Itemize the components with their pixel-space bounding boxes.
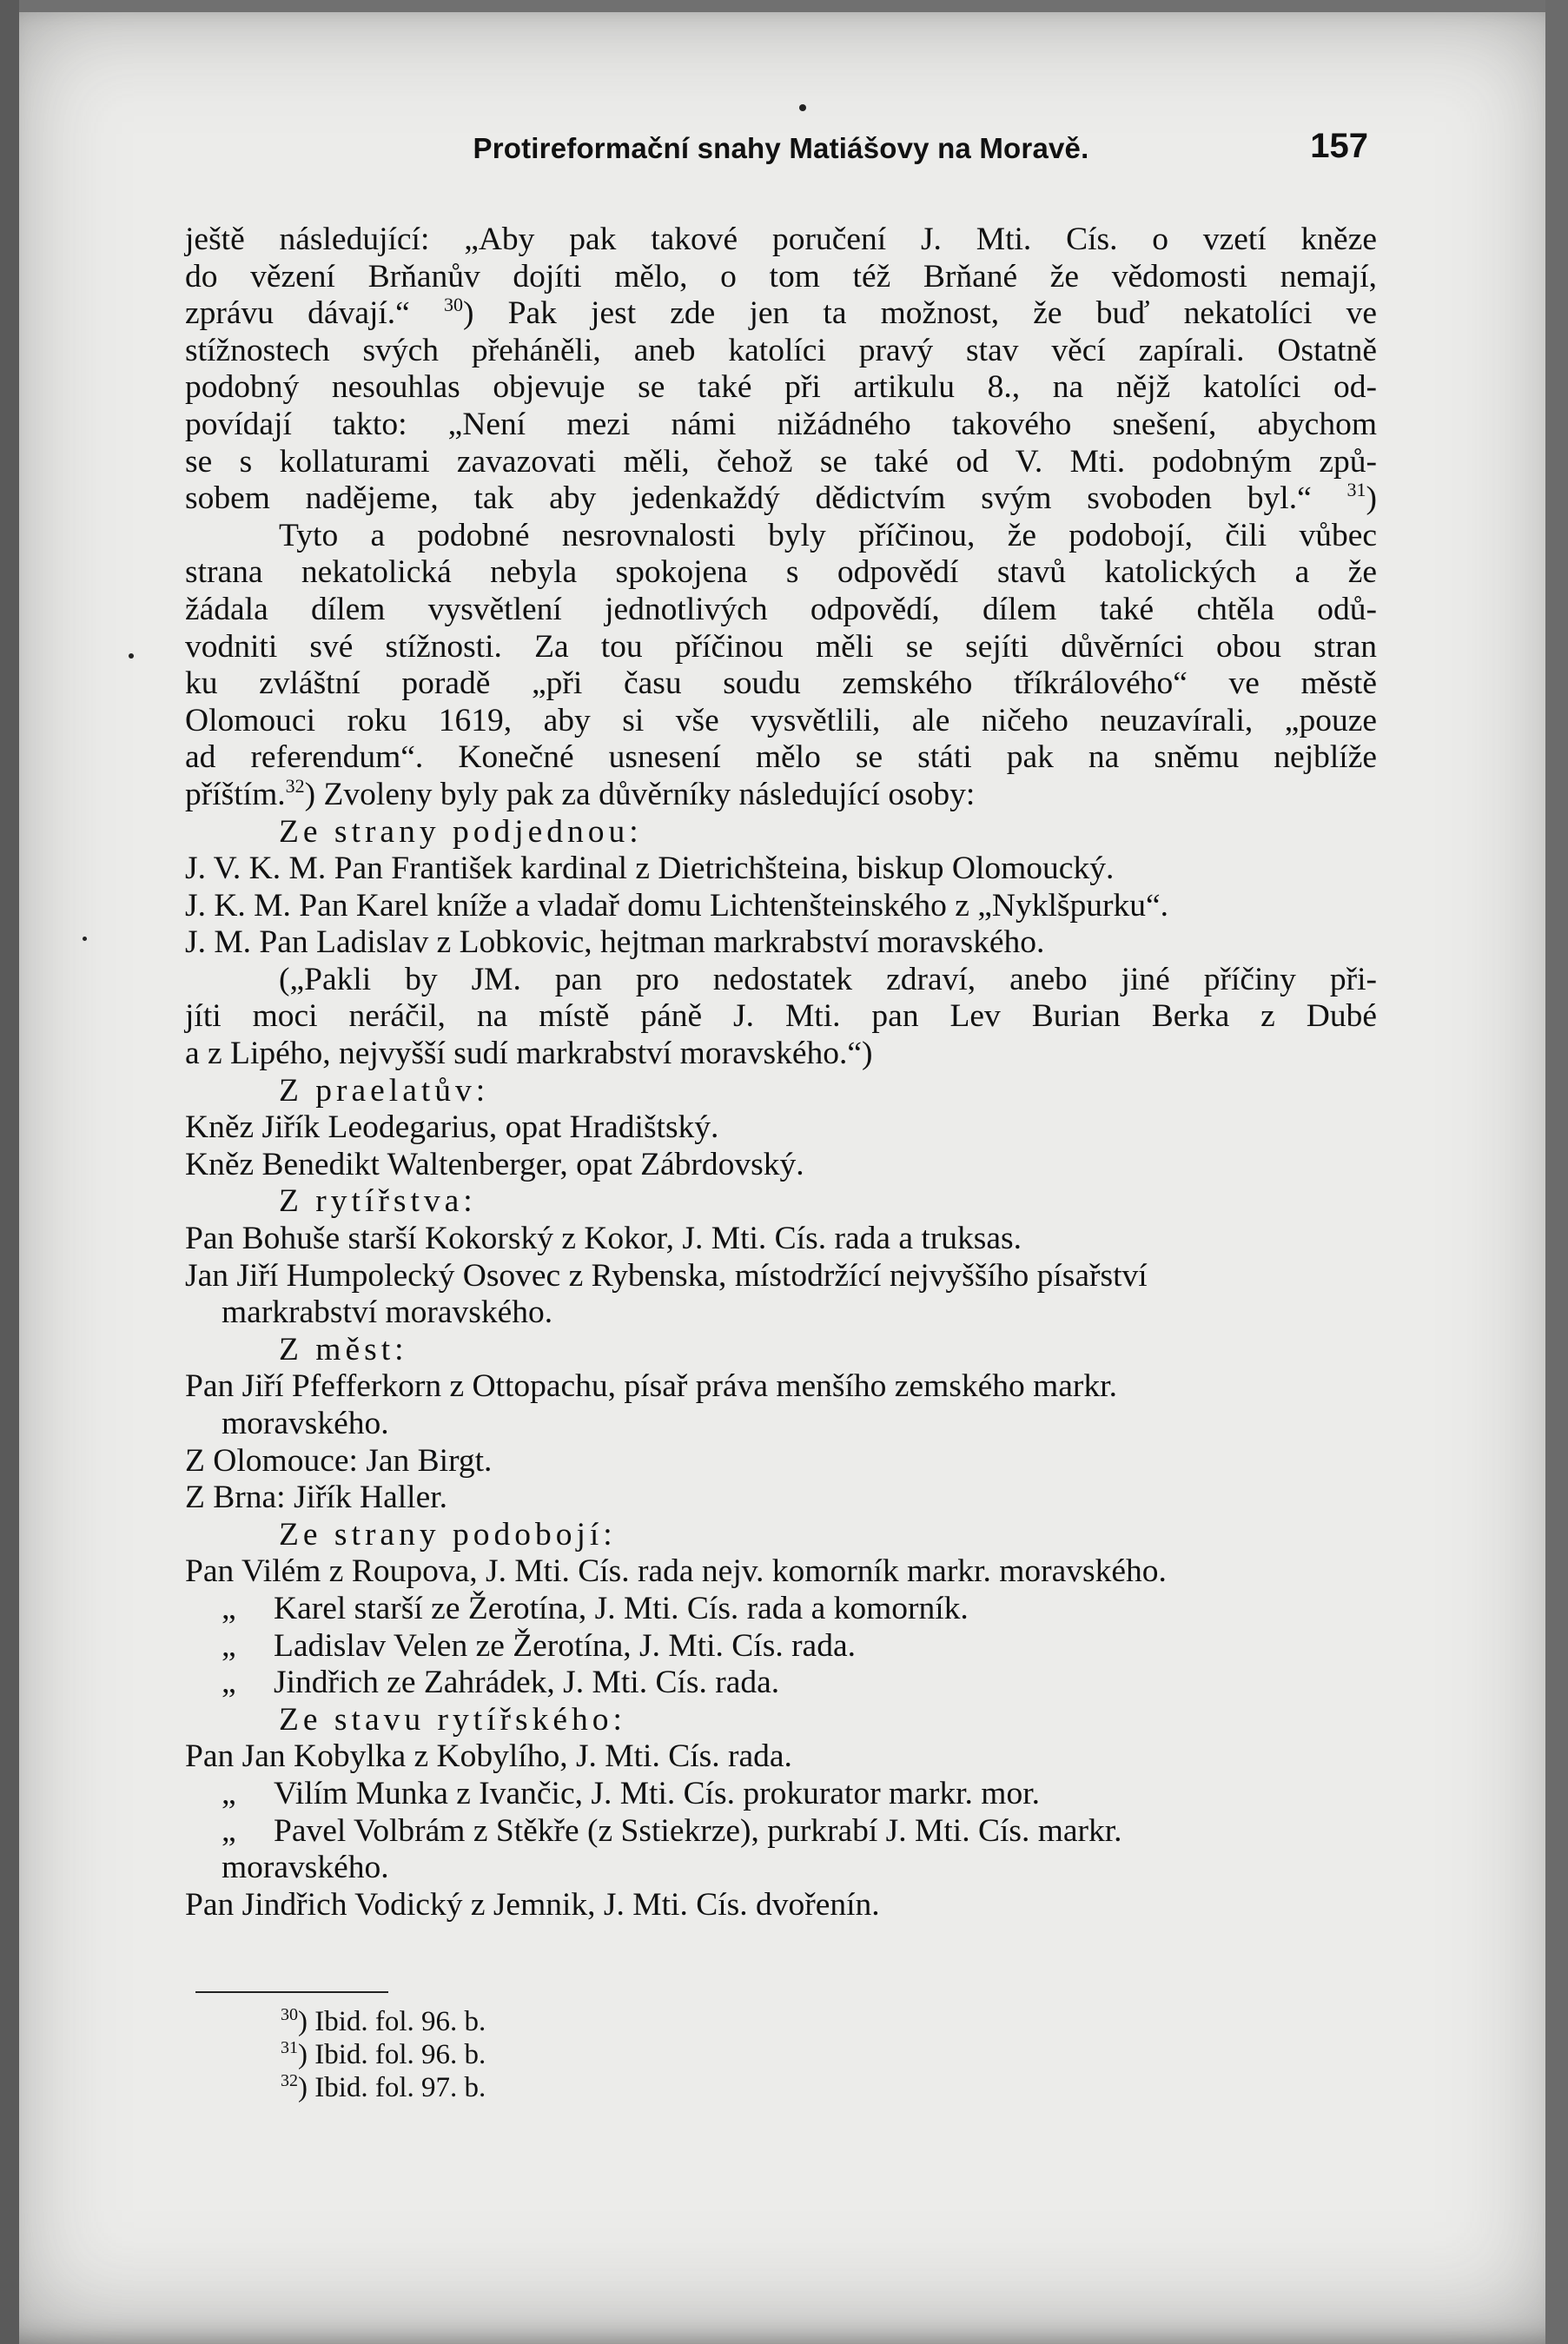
ditto-mark: „ — [222, 1590, 236, 1626]
section-heading: Z rytířstva: — [279, 1183, 477, 1220]
footnote-ref: 30 — [443, 294, 463, 316]
list-item: Pan Jindřich Vodický z Jemnik, J. Mti. Cís. dvořenín. — [185, 1886, 880, 1923]
text-line: zprávu dávají.“ $^{30}$) Pak jest zde jen ta možnost, že buď nekatolíci ve — [185, 294, 1377, 332]
footnote: $^{32}$) Ibid. fol. 97. b. — [281, 2071, 486, 2103]
scan-speck — [129, 653, 134, 659]
list-item: Pan Jiří Pfefferkorn z Ottopachu, písař práva menšího zemského markr. — [185, 1368, 1117, 1405]
list-item: Pan Jan Kobylka z Kobylího, J. Mti. Cís. rada. — [185, 1738, 792, 1775]
footnote: $^{30}$) Ibid. fol. 96. b. — [281, 2005, 486, 2037]
ditto-mark: „ — [222, 1627, 236, 1664]
section-heading: Z praelatův: — [279, 1072, 490, 1109]
text-line: Olomouci roku 1619, aby si vše vysvětlili, ale ničeho neuzavírali, „pouze — [185, 702, 1377, 738]
list-item: Jan Jiří Humpolecký Osovec z Rybenska, místodržící nejvyššího písařství — [185, 1257, 1148, 1294]
text-line: vodniti své stížnosti. Za tou příčinou měli se sejíti důvěrníci obou stran — [185, 628, 1377, 665]
footnote-ref: 32 — [285, 774, 305, 797]
list-item: J. K. M. Pan Karel kníže a vladař domu Lichtenšteinského z „Nyklšpurku“. — [185, 887, 1168, 924]
text-line: do vězení Brňanův dojíti mělo, o tom též Brňané že vědomosti nemají, — [185, 258, 1377, 295]
list-item: Z Olomouce: Jan Birgt. — [185, 1442, 493, 1479]
section-heading: Ze strany podobojí: — [279, 1516, 617, 1553]
list-item: „ Ladislav Velen ze Žerotína, J. Mti. Cís. rada. — [222, 1627, 856, 1664]
text-line: příštím.$^{32}$) Zvoleny byly pak za důvěrníky následující osoby: — [185, 774, 976, 812]
scan-right-edge — [1545, 0, 1568, 2344]
text-line: jíti moci neráčil, na místě páně J. Mti. pan Lev Burian Berka z Dubé — [185, 998, 1377, 1035]
list-item: „ Karel starší ze Žerotína, J. Mti. Cís. rada a komorník. — [222, 1590, 969, 1626]
footnote-rule — [195, 1991, 388, 1993]
section-heading: Ze stavu rytířského: — [279, 1701, 626, 1738]
text-line: stížnostech svých přeháněli, aneb katolíci pravý stav věcí zapírali. Ostatně — [185, 332, 1377, 368]
list-item-continuation: moravského. — [222, 1406, 389, 1441]
footnotes — [281, 2005, 486, 2104]
text-line: podobný nesouhlas objevuje se také při artikulu 8., na nějž katolíci od- — [185, 369, 1377, 406]
list-item: „ Pavel Volbrám z Stěkře (z Sstiekrze), purkrabí J. Mti. Cís. markr. — [222, 1812, 1122, 1849]
text-line: ještě následující: „Aby pak takové poručení J. Mti. Cís. o vzetí kněze — [185, 222, 1377, 257]
footnote-ref: 31 — [1346, 479, 1366, 501]
text-line: sobem nadějeme, tak aby jedenkaždý dědictvím svým svoboden byl.“ $^{31}$) — [185, 479, 1377, 517]
list-item: J. V. K. M. Pan František kardinal z Dietrichšteina, biskup Olomoucký. — [185, 851, 1115, 887]
ditto-mark: „ — [222, 1775, 236, 1811]
list-item: „ Jindřich ze Zahrádek, J. Mti. Cís. rada. — [222, 1665, 780, 1701]
list-item-continuation: markrabství moravského. — [222, 1294, 553, 1331]
list-item: „ Vilím Munka z Ivančic, J. Mti. Cís. prokurator markr. mor. — [222, 1775, 1040, 1811]
text-line: povídají takto: „Není mezi námi nižádného takového snešení, abychom — [185, 406, 1377, 442]
running-header: Protireformační snahy Matiášovy na Moravě. — [473, 132, 1089, 164]
scan-speck — [83, 937, 87, 941]
text-line: ad referendum“. Konečné usnesení mělo se státi pak na sněmu nejblíže — [185, 739, 1377, 776]
list-item: J. M. Pan Ladislav z Lobkovic, hejtman markrabství moravského. — [185, 924, 1045, 961]
text-line: ku zvláštní poradě „při času soudu zemského tříkrálového“ ve městě — [185, 665, 1377, 702]
page-number: 157 — [1310, 127, 1368, 165]
list-item: Kněz Benedikt Waltenberger, opat Zábrdovský. — [185, 1146, 804, 1182]
footnote: $^{31}$) Ibid. fol. 96. b. — [281, 2038, 486, 2070]
scan-left-edge — [0, 0, 19, 2344]
list-item: Z Brna: Jiřík Haller. — [185, 1480, 448, 1516]
list-item: Pan Vilém z Roupova, J. Mti. Cís. rada nejv. komorník markr. moravského. — [185, 1553, 1167, 1590]
scan-top-edge — [0, 0, 1568, 12]
list-item-continuation: moravského. — [222, 1850, 389, 1886]
text-line: se s kollaturami zavazovati měli, čehož se také od V. Mti. podobným způ- — [185, 443, 1377, 480]
text-line: žádala dílem vysvětlení jednotlivých odpovědí, dílem také chtěla odů- — [185, 591, 1377, 627]
text-line: („Pakli by JM. pan pro nedostatek zdraví, anebo jiné příčiny při- — [279, 961, 1377, 997]
body-text — [185, 222, 1377, 1924]
list-item: Pan Bohuše starší Kokorský z Kokor, J. Mti. Cís. rada a truksas. — [185, 1221, 1022, 1257]
list-item: Kněz Jiřík Leodegarius, opat Hradištský. — [185, 1109, 719, 1146]
ditto-mark: „ — [222, 1665, 236, 1701]
ditto-mark: „ — [222, 1812, 236, 1849]
section-heading: Z měst: — [279, 1331, 408, 1367]
text-line: Tyto a podobné nesrovnalosti byly příčinou, že podobojí, čili vůbec — [279, 517, 1377, 553]
text-line: a z Lipého, nejvyšší sudí markrabství moravského.“) — [185, 1036, 873, 1072]
scan-speck — [799, 104, 806, 111]
text-line: strana nekatolická nebyla spokojena s odpovědí stavů katolických a že — [185, 554, 1377, 591]
section-heading: Ze strany podjednou: — [279, 813, 643, 850]
